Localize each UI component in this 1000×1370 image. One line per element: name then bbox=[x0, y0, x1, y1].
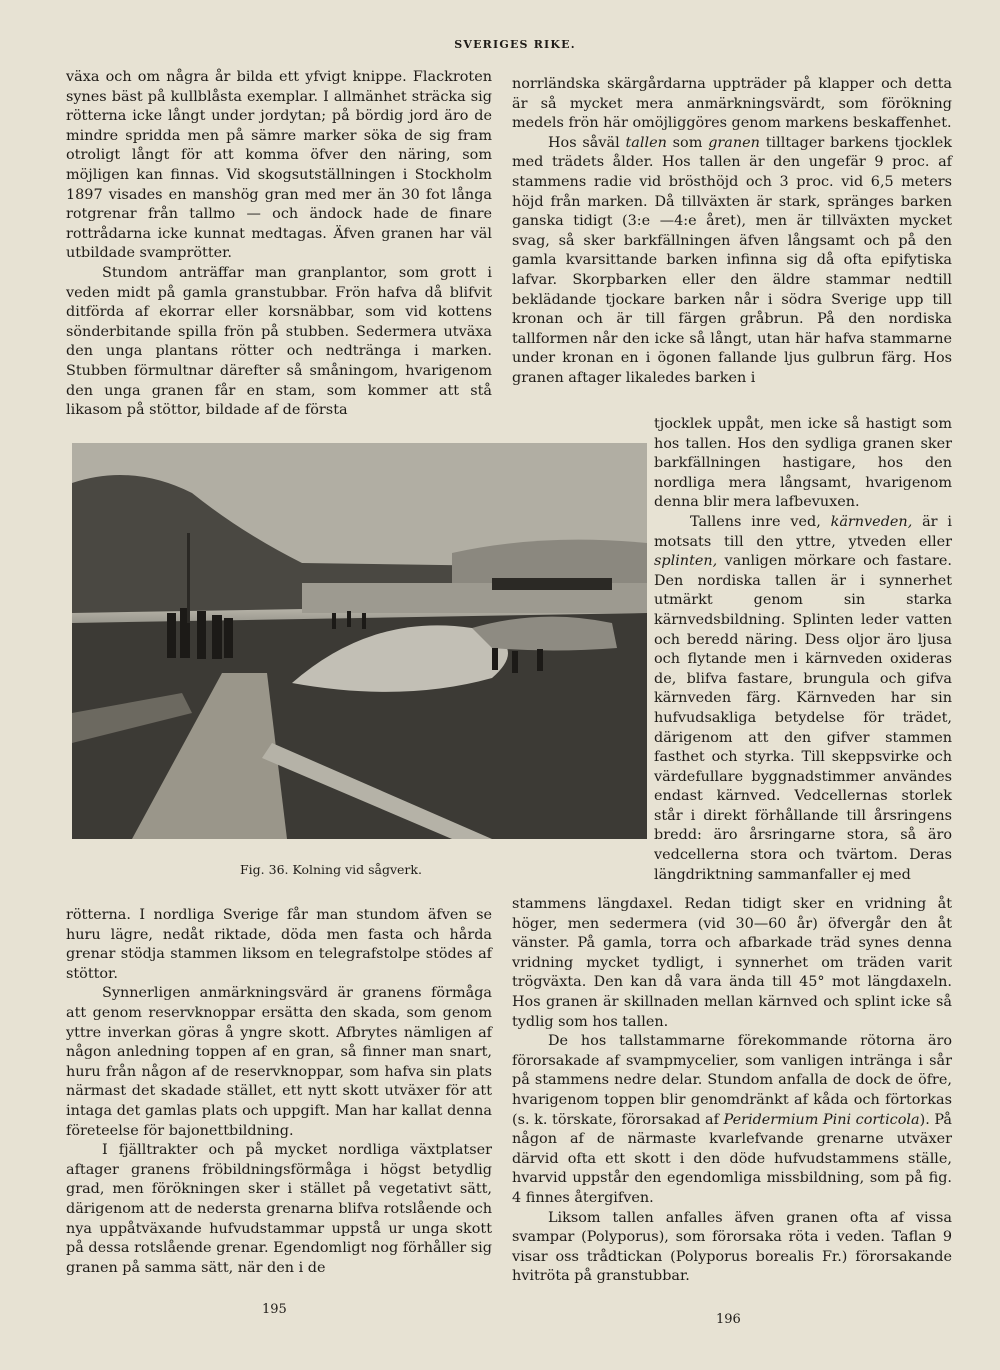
right-column-bottom bbox=[512, 895, 952, 1287]
text-run: ). På någon af de närmaste kvarlefvande grenarne utväxer därvid ofta ett skott i den döde hufvudstammens ställe, hvarvid uppstår den egendomliga missbildning, som på fig. 4 finnes återgifven. bbox=[512, 1111, 952, 1206]
paragraph: rötterna. I nordliga Sverige får man stundom äfven se huru lägre, nedåt riktade, döda men fasta och hårda grenar stödja stammen liksom en telegrafstolpe stödes af stöttor. bbox=[66, 907, 492, 982]
paragraph: Stundom anträffar man granplantor, som grott i veden midt på gamla granstubbar. Frön hafva då blifvit ditförda af ekorrar eller korsnäbbar, som vid kottens sönderbitande spilla frön på stubben. Sedermera utväxa den unga plantans rötter och nedtränga i marken. Stubben förmultnar därefter så småningom, hvarigenom den unga granen får en stam, som kommer att stå likasom på stöttor, bildade af de första bbox=[66, 264, 492, 419]
text-run: Tallens inre ved, bbox=[690, 513, 831, 530]
text-run: vanligen mörkare och fastare. Den nordiska tallen är i synnerhet utmärkt genom sin starka kärnvedsbildning. Splinten leder vatten och beredd näring. Dess oljor äro ljusa och flytande men i kärnveden oxideras de, blifva fastare, brungula och gifva kärnveden färg. Kärnveden har sin hufvudsakliga betydelse för trädet, därigenom att den gifver stammen fasthet och styrka. Till skeppsvirke och värdefullare byggnadstimmer användes endast kärnved. Vedcellernas storlek står i direkt förhållande till årsringens bredd: äro årsringarne stora, så äro vedcellerna stora och tvärtom. Deras längdriktning sammanfaller ej med bbox=[654, 553, 952, 883]
photo-illustration bbox=[72, 443, 647, 839]
text-run: De hos tallstammarne förekommande rötorna äro förorsakade af svampmycelier, som vanligen intränga i sår på stammens nedre delar. Stundom anfalla de dock de öfre, hvarigenom toppen blir genomdränkt af kåda och förtorkas (s. k. törskate, förorsakad af bbox=[512, 1033, 952, 1128]
left-column-top bbox=[66, 68, 492, 421]
page-number-left: 195 bbox=[262, 1302, 287, 1317]
emphasis-species: Peridermium Pini corticola bbox=[723, 1111, 920, 1128]
paragraph: norrländska skärgårdarna uppträder på klapper och detta är så mycket mera anmärkningsvärdt, som förökning medels frön här omöjliggöres genom markens beskaffenhet. bbox=[512, 76, 952, 132]
figure-caption: Fig. 36. Kolning vid sågverk. bbox=[240, 862, 422, 877]
left-column-bottom bbox=[66, 906, 492, 1278]
paragraph bbox=[512, 1032, 952, 1208]
paragraph: I fjälltrakter och på mycket nordliga växtplatser aftager granens fröbildningsförmåga i högst betydlig grad, men förökningen sker i stället på vegetativt sätt, därigenom att de nedersta grenarna blifva rotslående och nya uppåtväxande hufvudstammar uppstå ur unga skott på dessa rotslående grenar. Egendomligt nog förhåller sig granen på samma sätt, när den i de bbox=[66, 1142, 492, 1276]
paragraph: tjocklek uppåt, men icke så hastigt som hos tallen. Hos den sydliga granen sker barkfällningen hastigare, hos den nordliga mera långsamt, hvarigenom denna blir mera lafbevuxen. bbox=[654, 416, 952, 511]
text-run: är i motsats till den yttre, ytveden eller bbox=[654, 513, 952, 550]
paragraph: Liksom tallen anfalles äfven granen ofta af vissa svampar (Polyporus), som förorsaka röta i veden. Taflan 9 visar oss trådtickan (Polyporus borealis Fr.) förorsakande hvitröta på granstubbar. bbox=[512, 1209, 952, 1285]
mill-building bbox=[492, 578, 612, 590]
emphasis-karnveden: kärnveden, bbox=[830, 513, 913, 530]
emphasis-splinten: splinten, bbox=[654, 553, 718, 570]
paragraph: stammens längdaxel. Redan tidigt sker en vridning åt höger, men sedermera (vid 30—60 år) öfvergår den åt vänster. På gamla, torra och afbarkade träd synes denna vridning mycket tydligt, i synnerhet om träden varit trögväxta. Den kan då vara ända till 45° mot längdaxeln. Hos granen är skillnaden mellan kärnved och splint icke så tydlig som hos tallen. bbox=[512, 896, 952, 1030]
paragraph: växa och om några år bilda ett yfvigt knippe. Flackroten synes bäst på kullblåsta exemplar. I allmänhet sträcka sig rötterna icke långt under jordytan; på bördig jord äro de mindre spridda men på sämre marker söka de sig fram otroligt långt för att komma öfver den näring, som möjligen kan finnas. Vid skogsutställningen i Stockholm 1897 visades en manshög gran med mer än 30 fot långa rotgrenar från tallmo — och ändock hade de finare rottrådarna icke kunnat medtagas. Äfven granen har väl utbildade svamprötter. bbox=[66, 69, 492, 262]
figure-photograph bbox=[72, 443, 647, 839]
paragraph bbox=[512, 134, 952, 389]
right-column-top bbox=[512, 75, 952, 389]
running-header: SVERIGES RIKE. bbox=[454, 38, 576, 51]
page-number-right: 196 bbox=[716, 1312, 741, 1327]
text-run: som bbox=[666, 134, 709, 151]
text-run: tilltager barkens tjocklek med trädets ålder. Hos tallen är den ungefär 9 proc. af stammens radie vid brösthöjd och 3 proc. vid 6,5 meters höjd från marken. Då tillväxten är stark, spränges barken ganska tidigt (3:e —4:e året), men är tillväxten mycket svag, så sker barkfällningen äfven långsamt och på den gamla kvarsittande barken infinna sig då ofta epifytiska lafvar. Skorpbarken eller den äldre stammar nedtill beklädande tjockare barken når i södra Sverige upp till kronan och är till färgen gråbrun. På den nordiska tallformen når den icke så långt, utan här hafva stammarne under kronan en i ögonen fallande ljus gulbrun färg. Hos granen aftager likaledes barken i bbox=[512, 134, 953, 386]
emphasis-tallen: tallen bbox=[625, 134, 667, 151]
text-run: Hos såväl bbox=[548, 134, 626, 151]
right-column-middle bbox=[654, 415, 952, 885]
paragraph: Synnerligen anmärkningsvärd är granens förmåga att genom reservknoppar ersätta den skada, som genom yttre inverkan göras å yngre skott. Afbrytes nämligen af någon anledning toppen af en gran, så finner man snart, huru från någon af de reservknoppar, som hafva sin plats närmast det skadade stället, ett nytt skott utväxer för att intaga det gamlas plats och uppgift. Man har kallat denna företeelse för bajonettbildning. bbox=[66, 985, 492, 1139]
paragraph bbox=[654, 513, 952, 885]
emphasis-granen: granen bbox=[708, 134, 760, 151]
utility-pole bbox=[187, 533, 190, 623]
